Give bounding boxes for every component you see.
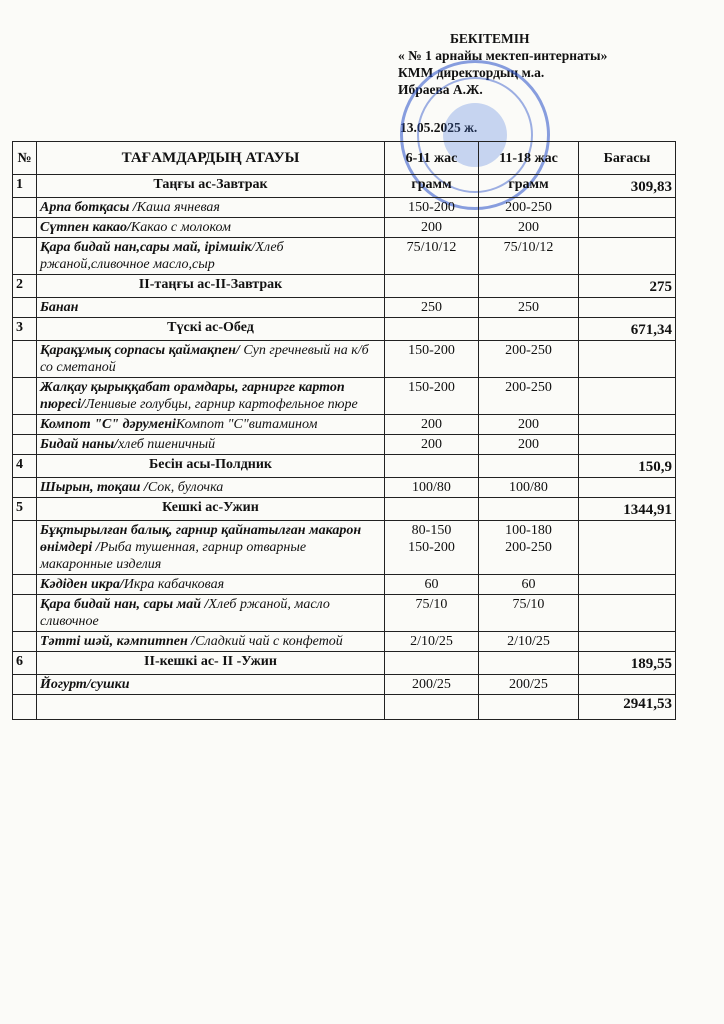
- meal-unit-11-18: грамм: [479, 175, 579, 198]
- meal-number: 5: [13, 498, 37, 521]
- portion-6-11: 200: [385, 218, 479, 238]
- portion-6-11: 100/80: [385, 478, 479, 498]
- meal-price: 275: [579, 275, 676, 298]
- meal-number: 3: [13, 318, 37, 341]
- dish-row: [13, 632, 676, 652]
- approval-title: БЕКІТЕМІН: [450, 31, 530, 46]
- dish-name-kazakh: Жалқау қырыққабат орамдары, гарнирге картоп пюресі/: [40, 380, 345, 412]
- dish-name: [37, 378, 385, 415]
- portion-11-18: 75/10/12: [479, 238, 579, 275]
- dish-name-russian: Сок, булочка: [147, 480, 224, 495]
- dish-row: [13, 521, 676, 575]
- header-age-11-18: 11-18 жас: [479, 142, 579, 175]
- dish-row: [13, 435, 676, 455]
- meal-price: 189,55: [579, 652, 676, 675]
- portion-6-11: 2/10/25: [385, 632, 479, 652]
- portion-6-11: 200: [385, 415, 479, 435]
- dish-row: [13, 415, 676, 435]
- header-price: Бағасы: [579, 142, 676, 175]
- approval-block: [398, 30, 698, 136]
- dish-name: [37, 675, 385, 695]
- dish-name: [37, 595, 385, 632]
- portion-6-11: 250: [385, 298, 479, 318]
- dish-name-russian: Икра кабачковая: [123, 577, 225, 592]
- header-age-6-11: 6-11 жас: [385, 142, 479, 175]
- dish-row: [13, 575, 676, 595]
- dish-name: [37, 218, 385, 238]
- meal-row: [13, 455, 676, 478]
- portion-11-18: 200-250: [479, 378, 579, 415]
- meal-price: 671,34: [579, 318, 676, 341]
- dish-name-russian: /Хлеб ржаной,сливочное масло,сыр: [40, 240, 284, 272]
- meal-name: ІІ-кешкі ас- ІІ -Ужин: [37, 652, 385, 675]
- dish-name: [37, 575, 385, 595]
- dish-row: [13, 238, 676, 275]
- portion-6-11: 75/10: [385, 595, 479, 632]
- meal-unit-6-11: [385, 275, 479, 298]
- portion-11-18: 100/80: [479, 478, 579, 498]
- dish-name-kazakh: Қара бидай нан, сары май /: [40, 597, 209, 612]
- dish-name: [37, 298, 385, 318]
- portion-6-11: 150-200: [385, 378, 479, 415]
- dish-name-kazakh: Қара бидай нан,сары май, ірімшік: [40, 240, 252, 255]
- meal-unit-6-11: [385, 455, 479, 478]
- dish-row: [13, 378, 676, 415]
- dish-name-russian: Рыба тушенная, гарнир отварные макаронные изделия: [40, 540, 307, 572]
- portion-11-18: 2/10/25: [479, 632, 579, 652]
- meal-name: ІІ-таңғы ас-ІІ-Завтрак: [37, 275, 385, 298]
- meal-name: Таңғы ас-Завтрак: [37, 175, 385, 198]
- meal-unit-6-11: грамм: [385, 175, 479, 198]
- dish-row: [13, 595, 676, 632]
- portion-11-18: 200: [479, 218, 579, 238]
- dish-name-kazakh: Кәдіден икра/: [40, 577, 124, 592]
- meal-unit-6-11: [385, 318, 479, 341]
- portion-11-18: 75/10: [479, 595, 579, 632]
- dish-name: [37, 521, 385, 575]
- menu-table: [12, 141, 676, 720]
- meal-unit-11-18: [479, 318, 579, 341]
- total-row: [13, 695, 676, 720]
- dish-row: [13, 675, 676, 695]
- meal-name: Бесін асы-Полдник: [37, 455, 385, 478]
- meal-price: 150,9: [579, 455, 676, 478]
- dish-name-kazakh: Сүтпен какао/: [40, 220, 131, 235]
- dish-name-russian: Сладкий чай с конфетой: [195, 634, 343, 649]
- meal-name: Түскі ас-Обед: [37, 318, 385, 341]
- meal-row: [13, 318, 676, 341]
- dish-name-russian: Компот "С"витамином: [175, 417, 318, 432]
- approval-date: 13.05.2025 ж.: [400, 120, 478, 135]
- meal-price: 309,83: [579, 175, 676, 198]
- dish-name-russian: Какао с молоком: [130, 220, 231, 235]
- meal-unit-11-18: [479, 652, 579, 675]
- meal-unit-11-18: [479, 498, 579, 521]
- dish-name-kazakh: Бидай наны/: [40, 437, 119, 452]
- portion-11-18: 200/25: [479, 675, 579, 695]
- portion-6-11: 150-200: [385, 198, 479, 218]
- dish-row: [13, 298, 676, 318]
- approval-line-3: Ибраева А.Ж.: [398, 82, 483, 97]
- dish-name-russian: Суп гречневый на к/б со сметаной: [40, 343, 369, 375]
- portion-6-11: 200: [385, 435, 479, 455]
- meal-row: [13, 652, 676, 675]
- dish-name-kazakh: Бұқтырылған балық, гарнир қайнатылған макарон өнімдері /: [40, 523, 362, 555]
- portion-11-18: 250: [479, 298, 579, 318]
- dish-name: [37, 478, 385, 498]
- dish-name: [37, 415, 385, 435]
- menu-body: [13, 175, 676, 695]
- dish-name-russian: Каша ячневая: [136, 200, 220, 215]
- dish-row: [13, 478, 676, 498]
- header-dish-name: ТАҒАМДАРДЫҢ АТАУЫ: [37, 142, 385, 175]
- meal-unit-11-18: [479, 455, 579, 478]
- portion-6-11: 75/10/12: [385, 238, 479, 275]
- portion-11-18: 200-250: [479, 341, 579, 378]
- meal-number: 4: [13, 455, 37, 478]
- dish-name-kazakh: Шырын, тоқаш /: [40, 480, 148, 495]
- meal-row: [13, 498, 676, 521]
- dish-name-russian: Хлеб ржаной, масло сливочное: [40, 597, 330, 629]
- dish-name-kazakh: Компот "С" дәрумені: [40, 417, 176, 432]
- approval-line-2: КММ директордың м.а.: [398, 65, 545, 80]
- portion-11-18: 200: [479, 415, 579, 435]
- meal-row: [13, 175, 676, 198]
- dish-row: [13, 341, 676, 378]
- portion-6-11: 200/25: [385, 675, 479, 695]
- meal-unit-6-11: [385, 652, 479, 675]
- meal-number: 1: [13, 175, 37, 198]
- dish-name: [37, 632, 385, 652]
- meal-price: 1344,91: [579, 498, 676, 521]
- dish-name: [37, 435, 385, 455]
- dish-name-kazakh: Қарақұмық сорпасы қаймақпен/: [40, 343, 240, 358]
- total-price: 2941,53: [579, 695, 676, 720]
- dish-name: [37, 238, 385, 275]
- header-num: №: [13, 142, 37, 175]
- meal-unit-6-11: [385, 498, 479, 521]
- dish-row: [13, 198, 676, 218]
- dish-name-kazakh: Тәтті шәй, кәмпитпен /: [40, 634, 196, 649]
- dish-name-kazakh: Банан: [40, 300, 79, 315]
- meal-unit-11-18: [479, 275, 579, 298]
- portion-6-11: 60: [385, 575, 479, 595]
- meal-number: 2: [13, 275, 37, 298]
- approval-line-1: « № 1 арнайы мектеп-интернаты»: [398, 48, 608, 63]
- meal-name: Кешкі ас-Ужин: [37, 498, 385, 521]
- dish-name-kazakh: Йогурт/сушки: [40, 677, 130, 692]
- dish-name: [37, 341, 385, 378]
- portion-6-11: 80-150 150-200: [385, 521, 479, 575]
- table-header-row: [13, 142, 676, 175]
- dish-row: [13, 218, 676, 238]
- dish-name-russian: Ленивые голубцы, гарнир картофельное пюре: [85, 397, 358, 412]
- portion-11-18: 100-180 200-250: [479, 521, 579, 575]
- portion-11-18: 200-250: [479, 198, 579, 218]
- portion-11-18: 60: [479, 575, 579, 595]
- dish-name-kazakh: Арпа ботқасы /: [40, 200, 137, 215]
- dish-name: [37, 198, 385, 218]
- dish-name-russian: хлеб пшеничный: [118, 437, 216, 452]
- meal-number: 6: [13, 652, 37, 675]
- portion-6-11: 150-200: [385, 341, 479, 378]
- portion-11-18: 200: [479, 435, 579, 455]
- meal-row: [13, 275, 676, 298]
